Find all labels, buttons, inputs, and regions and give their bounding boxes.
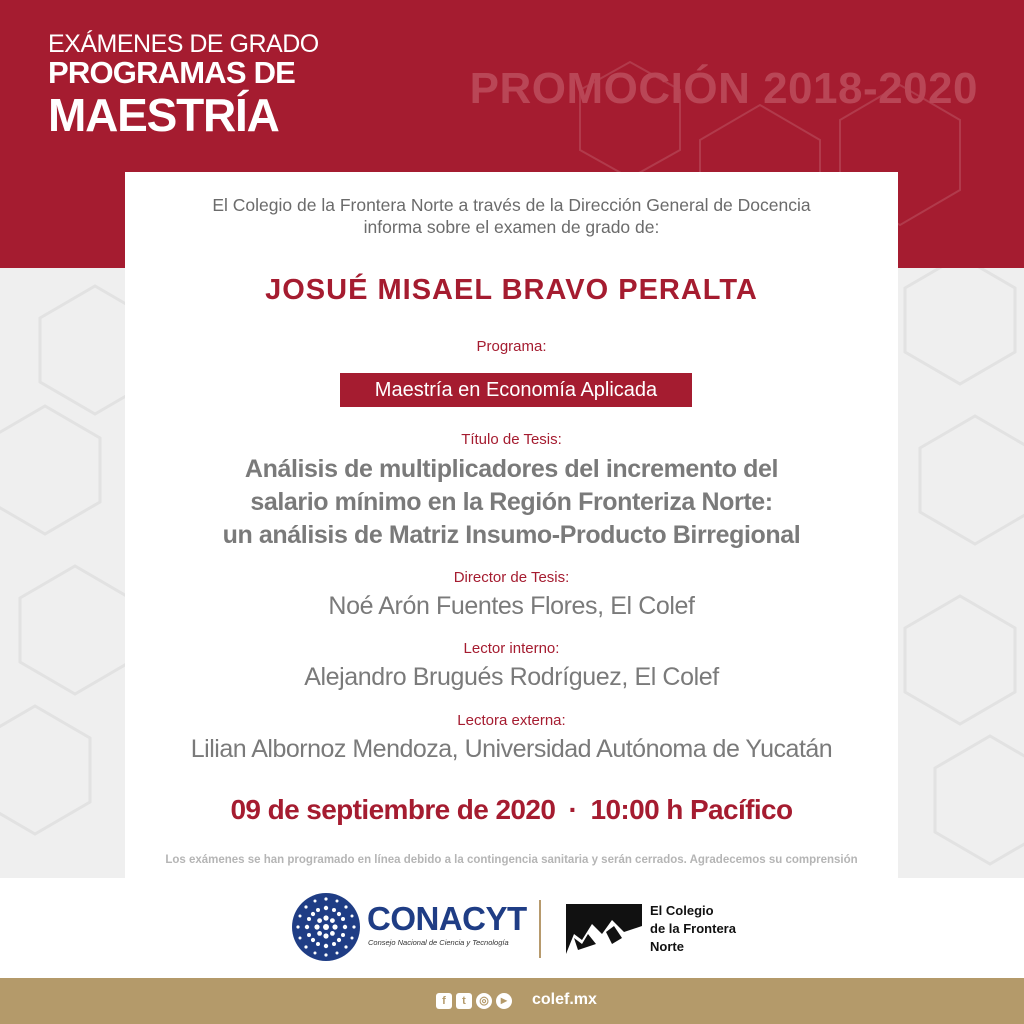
footer-band [0,978,1024,1024]
intro-line-1: El Colegio de la Frontera Norte a través de la Dirección General de Docencia [212,195,811,215]
intro-line-2: informa sobre el examen de grado de: [363,217,660,237]
thesis-label: Título de Tesis: [461,431,562,448]
colef-name-line-3: Norte [650,939,684,954]
thesis-title [125,453,898,552]
twitter-icon[interactable]: t [456,993,472,1009]
thesis-line-2: salario mínimo en la Región Fronteriza Norte: [250,488,773,516]
social-links [436,993,512,1009]
exam-date: 09 de septiembre de 2020 [230,794,556,825]
internal-reader-value: Alejandro Brugués Rodríguez, El Colef [304,663,719,691]
conacyt-name: CONACYT [367,900,527,937]
internal-reader-label: Lector interno: [463,640,560,657]
external-reader-value: Lilian Albornoz Mendoza, Universidad Autónoma de Yucatán [190,735,833,763]
header-programs-title: PROGRAMAS DE [48,55,296,90]
website-link[interactable]: colef.mx [532,991,597,1008]
youtube-icon[interactable]: ▶ [496,993,512,1009]
conacyt-subtitle: Consejo Nacional de Ciencia y Tecnología [368,938,509,947]
facebook-icon[interactable]: f [436,993,452,1009]
exam-datetime [125,794,898,826]
header-masters-title: MAESTRÍA [48,89,279,141]
instagram-icon[interactable]: ◎ [476,993,492,1009]
intro-text [125,194,898,238]
colef-name-line-1: El Colegio [650,903,714,918]
header-exams-title: EXÁMENES DE GRADO [48,30,319,58]
promotion-title: PROMOCIÓN 2018-2020 [469,64,978,113]
director-value: Noé Arón Fuentes Flores, El Colef [328,592,695,620]
logo-divider [539,900,541,958]
exam-time: 10:00 h Pacífico [590,794,793,825]
thesis-line-1: Análisis de multiplicadores del incremento del [244,455,779,483]
external-reader-label: Lectora externa: [457,712,566,729]
director-label: Director de Tesis: [453,569,570,586]
thesis-line-3: un análisis de Matriz Insumo-Producto Birregional [222,521,801,549]
notice-text: Los exámenes se han programado en línea debido a la contingencia sanitaria y serán cerrados. Agradecemos su comprensión [165,854,858,866]
exam-info-card [125,172,898,880]
logo-band [0,878,1024,978]
student-name: JOSUÉ MISAEL BRAVO PERALTA [265,274,758,306]
conacyt-logo-icon [291,892,361,962]
datetime-separator: · [568,794,578,825]
program-badge: Maestría en Economía Aplicada [340,373,692,407]
colef-name-line-2: de la Frontera [650,921,736,936]
colef-logo-icon [566,904,642,954]
program-label: Programa: [476,338,547,355]
colef-name [650,902,736,956]
